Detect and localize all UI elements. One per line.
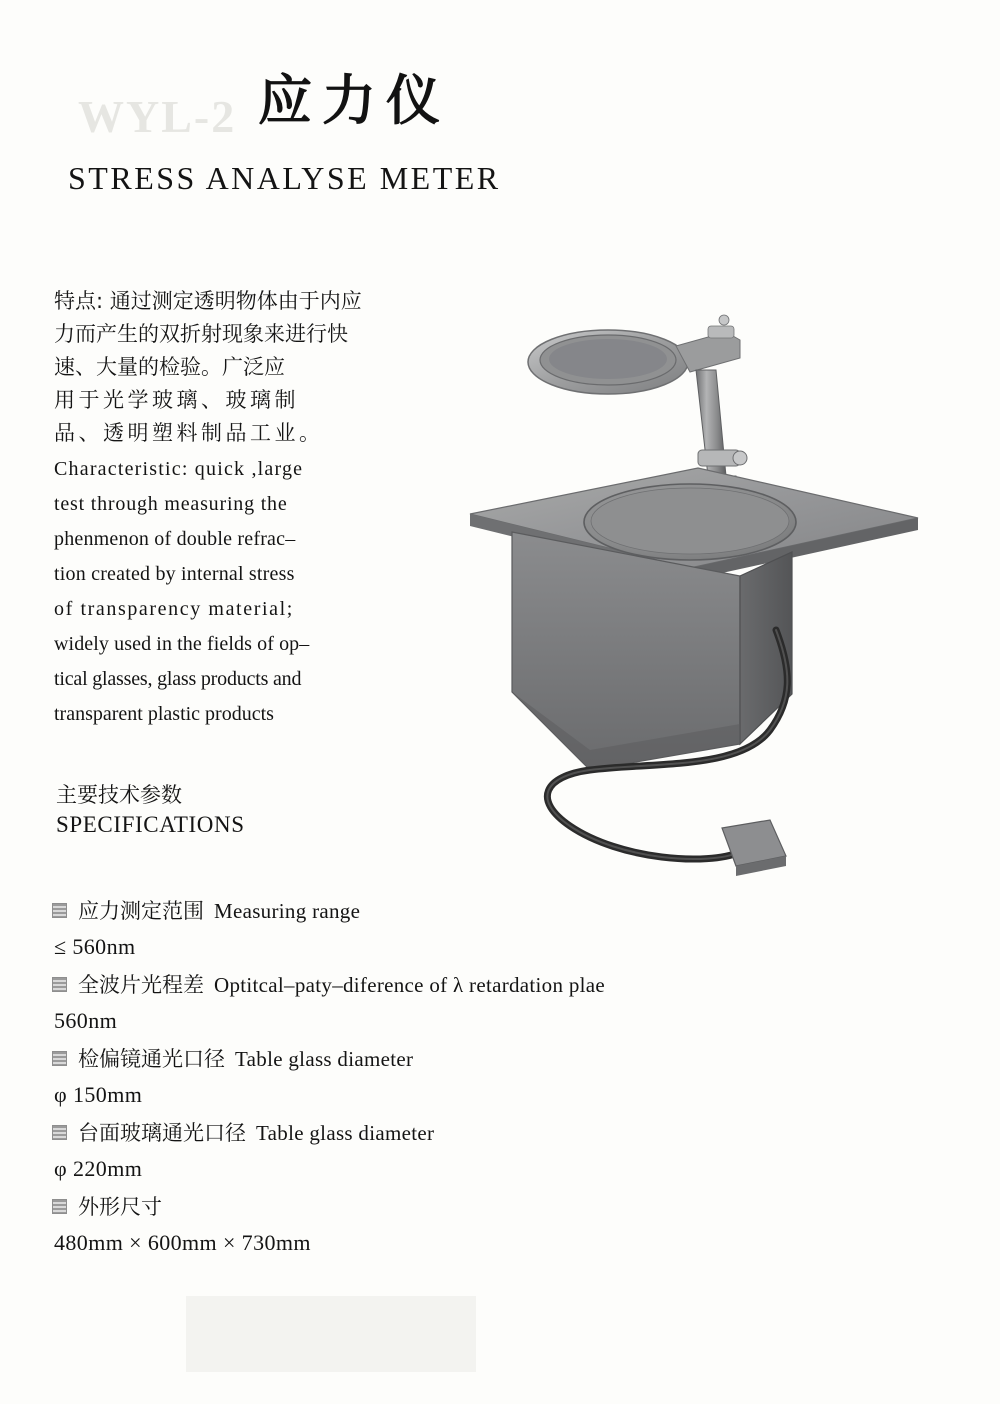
- spec-label-english: Measuring range: [214, 899, 361, 923]
- feature-description: [54, 285, 404, 732]
- feature-text-english: [54, 452, 404, 732]
- footer-blank-block: [186, 1296, 476, 1372]
- spec-value: φ 220mm: [54, 1156, 143, 1181]
- feature-text-chinese: [54, 285, 404, 450]
- spec-label-chinese: 外形尺寸: [78, 1195, 162, 1219]
- feature-cn-line: 用于光学玻璃、玻璃制: [54, 388, 299, 412]
- spec-label-chinese: 应力测定范围: [78, 899, 204, 923]
- spec-label-chinese: 检偏镜通光口径: [78, 1047, 225, 1071]
- spec-value: ≤ 560nm: [54, 934, 136, 959]
- spec-label-english: Table glass diameter: [235, 1047, 414, 1071]
- square-bullet-icon: [52, 903, 67, 918]
- page-title-chinese: 应力仪: [258, 69, 450, 132]
- specifications-heading-chinese: 主要技术参数: [56, 783, 182, 807]
- feature-cn-line: 品、透明塑料制品工业。: [54, 421, 324, 445]
- spec-item: [52, 1189, 752, 1261]
- specifications-list: [52, 893, 752, 1263]
- foot-switch-graphic: [722, 820, 786, 876]
- spec-value: 480mm × 600mm × 730mm: [54, 1230, 311, 1255]
- feature-en-line: tical glasses, glass products and: [54, 668, 302, 690]
- spec-label-english: Optitcal–paty–diference of λ retardation plae: [214, 973, 606, 997]
- document-header: [0, 40, 1000, 210]
- feature-en-line: test through measuring the: [54, 493, 288, 515]
- spec-value: φ 150mm: [54, 1082, 143, 1107]
- spec-label-english: Table glass diameter: [256, 1121, 435, 1145]
- feature-en-line: of transparency material;: [54, 598, 294, 620]
- feature-cn-line: 速、大量的检验。广泛应: [54, 355, 285, 379]
- feature-en-line: widely used in the fields of op–: [54, 633, 310, 655]
- square-bullet-icon: [52, 977, 67, 992]
- spec-item: [52, 967, 752, 1039]
- feature-en-line: phenmenon of double refrac–: [54, 528, 296, 550]
- feature-en-line: transparent plastic products: [54, 703, 274, 725]
- feature-cn-line: 力而产生的双折射现象来进行快: [54, 322, 348, 346]
- model-watermark: WYL-2: [78, 91, 237, 142]
- feature-en-line: tion created by internal stress: [54, 563, 295, 585]
- feature-en-line: Characteristic: quick ,large: [54, 458, 304, 480]
- spec-item: [52, 1041, 752, 1113]
- specifications-heading-english: SPECIFICATIONS: [56, 812, 245, 837]
- page-title-english: STRESS ANALYSE METER: [68, 160, 501, 196]
- spec-item: [52, 1115, 752, 1187]
- square-bullet-icon: [52, 1199, 67, 1214]
- feature-cn-line: 特点: 通过测定透明物体由于内应: [54, 289, 362, 313]
- spec-label-chinese: 台面玻璃通光口径: [78, 1121, 246, 1145]
- square-bullet-icon: [52, 1051, 67, 1066]
- cabinet-body-graphic: [512, 532, 792, 770]
- square-bullet-icon: [52, 1125, 67, 1140]
- spec-value: 560nm: [54, 1008, 118, 1033]
- product-photo: [440, 300, 980, 920]
- spec-label-chinese: 全波片光程差: [78, 973, 204, 997]
